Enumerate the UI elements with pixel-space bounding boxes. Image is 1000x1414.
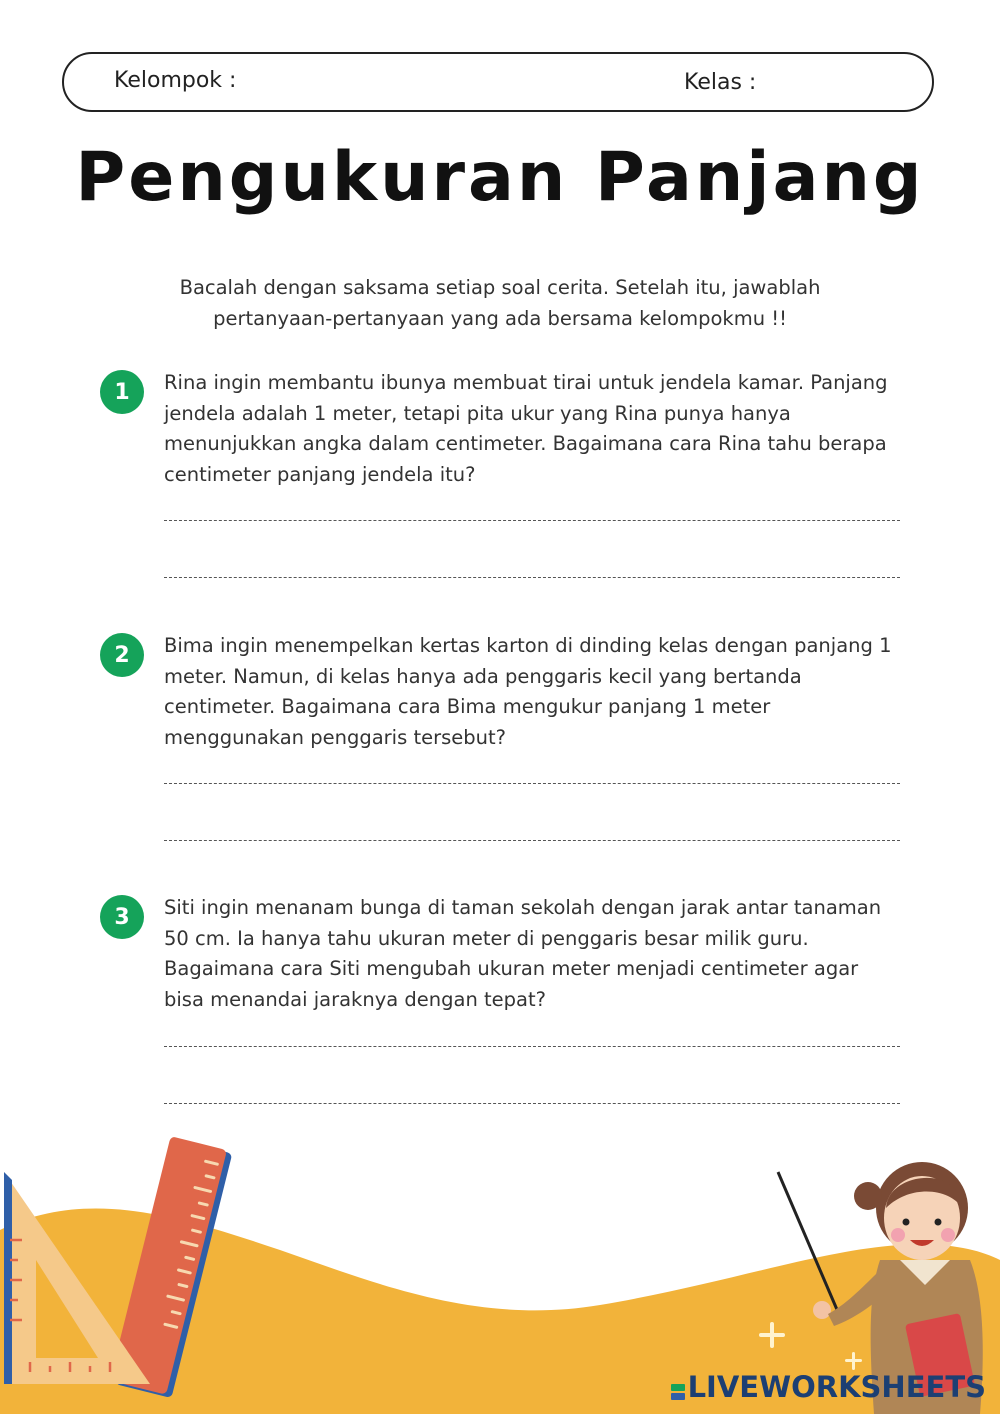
answer-line-2a[interactable] bbox=[164, 783, 900, 784]
question-3-text: Siti ingin menanam bunga di taman sekolah dengan jarak antar tanaman 50 cm. Ia hanya tahu ukuran meter di penggaris besar milik guru. Bagaimana cara Siti mengubah ukuran meter menjadi centimeter agar bisa menandai jaraknya dengan tepat? bbox=[164, 896, 882, 1011]
answer-line-2b[interactable] bbox=[164, 840, 900, 841]
instruction-text: Bacalah dengan saksama setiap soal cerita. Setelah itu, jawablah pertanyaan-pertanyaan yang ada bersama kelompokmu !! bbox=[179, 276, 821, 330]
answer-line-1b[interactable] bbox=[164, 577, 900, 578]
answer-line-3a[interactable] bbox=[164, 1046, 900, 1047]
header-box bbox=[62, 52, 934, 112]
answer-line-1a[interactable] bbox=[164, 520, 900, 521]
question-2-badge: 2 bbox=[100, 633, 144, 677]
bottom-decoration bbox=[0, 1100, 1000, 1414]
group-label: Kelompok : bbox=[114, 68, 237, 93]
question-2-text: Bima ingin menempelkan kertas karton di dinding kelas dengan panjang 1 meter. Namun, di kelas hanya ada penggaris kecil yang bertanda centimeter. Bagaimana cara Bima mengukur panjang 1 meter menggunakan penggaris tersebut? bbox=[164, 634, 892, 749]
page-title: Pengukuran Panjang bbox=[75, 138, 925, 217]
brand-mark-icon bbox=[671, 1374, 685, 1401]
brand-logo bbox=[671, 1370, 986, 1404]
class-label: Kelas : bbox=[684, 70, 757, 95]
brand-text: LIVEWORKSHEETS bbox=[687, 1370, 986, 1404]
question-3-badge: 3 bbox=[100, 895, 144, 939]
question-1-text: Rina ingin membantu ibunya membuat tirai untuk jendela kamar. Panjang jendela adalah 1 meter, tetapi pita ukur yang Rina punya hanya menunjukkan angka dalam centimeter. Bagaimana cara Rina tahu berapa centimeter panjang jendela itu? bbox=[164, 371, 888, 486]
question-1-badge: 1 bbox=[100, 370, 144, 414]
